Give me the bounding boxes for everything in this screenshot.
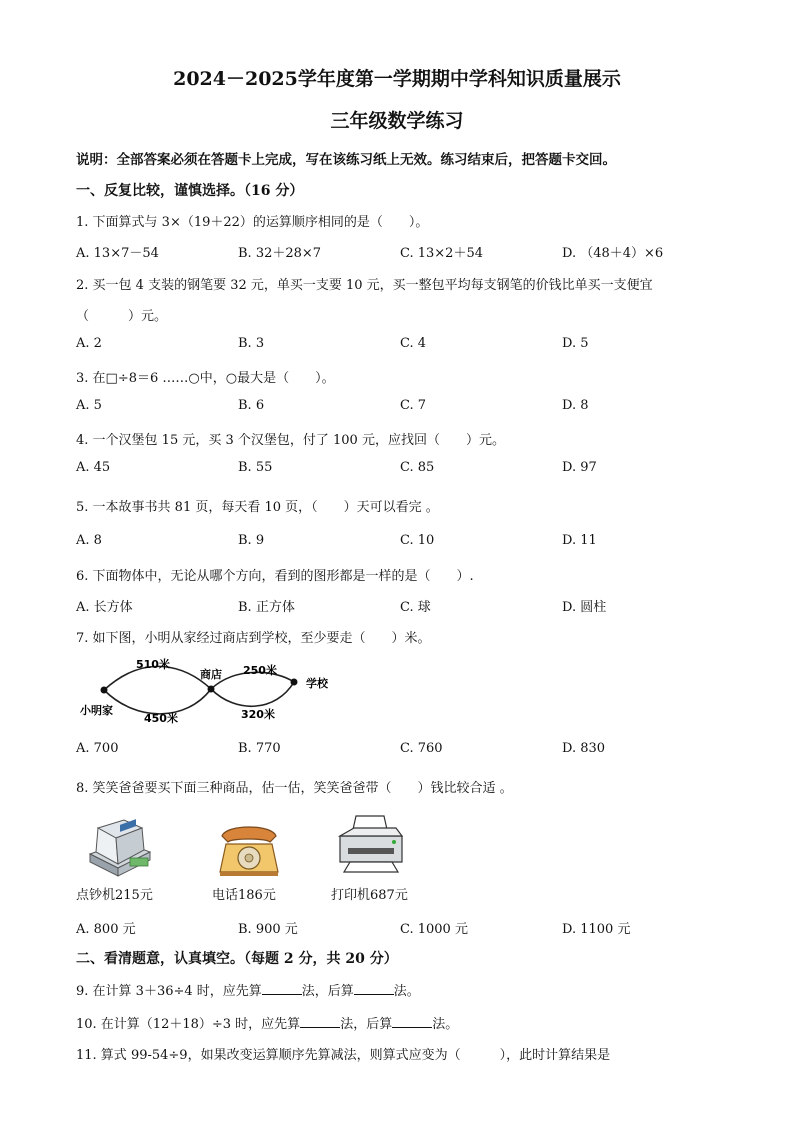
home-point [101,687,108,694]
question-6-stem: 6. 下面物体中，无论从哪个方向，看到的图形都是一样的是（ ）. [76,569,474,584]
question-10-blank-1 [300,1015,340,1028]
question-7-stem: 7. 如下图，小明从家经过商店到学校，至少要走（ ）米。 [76,631,431,646]
question-3-option-b: B. 6 [238,398,265,413]
question-6-option-c: C. 球 [400,600,431,615]
question-10-part-c: 法。 [432,1017,459,1032]
question-3-option-a: A. 5 [76,398,102,413]
route-shop-school-bottom [211,682,294,706]
question-9-part-a: 9. 在计算 3＋36÷4 时，应先算 [76,984,262,999]
telephone-label: 电话186元 [212,888,276,903]
question-4-stem: 4. 一个汉堡包 15 元，买 3 个汉堡包，付了 100 元，应找回（ ）元。 [76,433,505,448]
question-5-option-b: B. 9 [238,533,265,548]
question-5-option-a: A. 8 [76,533,102,548]
question-5-option-d: D. 11 [562,533,597,548]
question-5-stem: 5. 一本故事书共 81 页，每天看 10 页，（ ）天可以看完 。 [76,500,439,515]
question-2-stem: 2. 买一包 4 支装的钢笔要 32 元，单买一支要 10 元，买一整包平均每支钢笔的价钱比单买一支便宜 [76,278,653,293]
question-7-option-b: B. 770 [238,741,281,756]
distance-bottom-left: 450米 [144,712,178,725]
shop-point [208,686,215,693]
question-3-option-d: D. 8 [562,398,589,413]
question-6-option-a: A. 长方体 [76,600,133,615]
route-map-diagram [76,652,346,730]
question-3-stem: 3. 在□÷8＝6 ……○中，○最大是（ ）。 [76,371,335,386]
question-10-part-b: 法，后算 [340,1017,393,1032]
instructions: 说明：全部答案必须在答题卡上完成，写在该练习纸上无效。练习结束后，把答题卡交回。 [76,152,616,168]
question-8-option-a: A. 800 元 [76,922,136,937]
school-point [291,679,298,686]
question-1-option-c: C. 13×2＋54 [400,246,483,261]
question-1-stem: 1. 下面算式与 3×（19＋22）的运算顺序相同的是（ ）。 [76,215,429,230]
question-9-part-c: 法。 [393,984,420,999]
question-4-option-b: B. 55 [238,460,273,475]
question-3-option-c: C. 7 [400,398,427,413]
question-2-option-d: D. 5 [562,336,589,351]
distance-top-right: 250米 [243,664,277,677]
question-8-option-d: D. 1100 元 [562,922,631,937]
section-1-heading: 一、反复比较，谨慎选择。（16 分） [76,183,304,199]
money-counter-image [84,814,156,880]
question-8-stem: 8. 笑笑爸爸要买下面三种商品，估一估，笑笑爸爸带（ ）钱比较合适 。 [76,781,513,796]
question-9-blank-1 [262,982,302,995]
question-2-option-c: C. 4 [400,336,427,351]
question-9 [76,980,420,999]
page-title: 2024－2025学年度第一学期期中学科知识质量展示 [173,68,621,90]
question-9-part-b: 法，后算 [301,984,354,999]
question-10-blank-2 [392,1015,432,1028]
question-1-option-b: B. 32＋28×7 [238,246,322,261]
section-2-heading: 二、看清题意，认真填空。（每题 2 分，共 20 分） [76,951,398,967]
question-8-option-c: C. 1000 元 [400,922,468,937]
distance-bottom-right: 320米 [241,708,275,721]
question-2-stem-continued: （ ）元。 [76,309,168,324]
question-1-option-d: D. （48＋4）×6 [562,246,664,261]
question-4-option-a: A. 45 [76,460,111,475]
money-counter-label: 点钞机215元 [76,888,153,903]
school-label: 学校 [306,677,328,690]
question-7-option-c: C. 760 [400,741,443,756]
question-7-option-d: D. 830 [562,741,606,756]
distance-top-left: 510米 [136,658,170,671]
question-7-option-a: A. 700 [76,741,119,756]
question-9-blank-2 [354,982,394,995]
home-label: 小明家 [80,704,113,717]
question-2-option-a: A. 2 [76,336,102,351]
printer-label: 打印机687元 [331,888,408,903]
question-5-option-c: C. 10 [400,533,435,548]
question-2-option-b: B. 3 [238,336,265,351]
question-10 [76,1013,458,1032]
route-home-shop-bottom [104,689,211,714]
question-6-option-b: B. 正方体 [238,600,295,615]
question-8-option-b: B. 900 元 [238,922,298,937]
question-4-option-d: D. 97 [562,460,597,475]
question-11-stem: 11. 算式 99-54÷9，如果改变运算顺序先算减法，则算式应变为（ ），此时计算结果是 [76,1048,611,1063]
telephone-image [216,822,282,880]
question-4-option-c: C. 85 [400,460,435,475]
page-subtitle: 三年级数学练习 [330,110,464,132]
printer-image [334,812,408,878]
shop-label: 商店 [200,668,222,681]
question-6-option-d: D. 圆柱 [562,600,607,615]
question-1-option-a: A. 13×7－54 [76,246,159,261]
question-10-part-a: 10. 在计算（12＋18）÷3 时，应先算 [76,1017,301,1032]
